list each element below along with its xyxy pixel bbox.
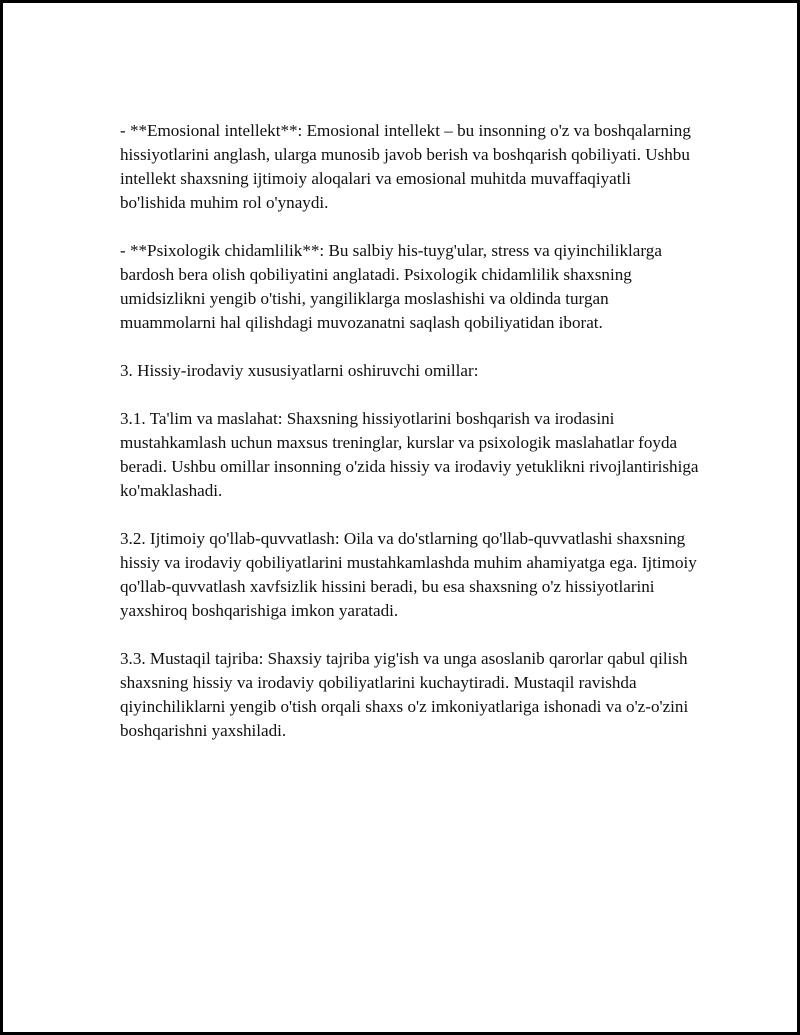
paragraph-education-advice: 3.1. Ta'lim va maslahat: Shaxsning hissiyotlarini boshqarish va irodasini mustahkamlash uchun maxsus treninglar, kurslar va psixologik maslahatlar foyda beradi. Ushbu omillar insonning o'zida hissiy va irodaviy yetuklikni rivojlantirishiga ko'maklashadi. [120,409,699,500]
paragraph-independent-experience: 3.3. Mustaqil tajriba: Shaxsiy tajriba yig'ish va unga asoslanib qarorlar qabul qilish shaxsning hissiy va irodaviy qobiliyatlarini kuchaytiradi. Mustaqil ravishda qiyinchiliklarni yengib o'tish orqali shaxs o'z imkoniyatlariga ishonadi va o'z-o'zini boshqarishni yaxshiladi. [120,649,689,740]
paragraph-emotional-intelligence: - **Emosional intellekt**: Emosional intellekt – bu insonning o'z va boshqalarning hissiyotlarini anglash, ularga munosib javob berish va boshqarish qobiliyati. Ushbu intellekt shaxsning ijtimoiy aloqalari va emosional muhitda muvaffaqiyatli bo'lishida muhim rol o'ynaydi. [120,121,691,212]
paragraph-social-support: 3.2. Ijtimoiy qo'llab-quvvatlash: Oila va do'stlarning qo'llab-quvvatlashi shaxsning hissiy va irodaviy qobiliyatlarini mustahkamlashda muhim ahamiyatga ega. Ijtimoiy qo'llab-quvvatlash xavfsizlik hissini beradi, bu esa shaxsning o'z hissiyotlarini yaxshiroq boshqarishiga imkon yaratadi. [120,529,697,620]
paragraph-psychological-resilience: - **Psixologik chidamlilik**: Bu salbiy his-tuyg'ular, stress va qiyinchiliklarga bardosh bera olish qobiliyatini anglatadi. Psixologik chidamlilik shaxsning umidsizlikni yengib o'tishi, yangiliklarga moslashishi va oldinda turgan muammolarni hal qilishdagi muvozanatni saqlash qobiliyatidan iborat. [120,241,662,332]
section-heading-factors: 3. Hissiy-irodaviy xususiyatlarni oshiruvchi omillar: [120,361,479,380]
document-body [120,119,700,743]
